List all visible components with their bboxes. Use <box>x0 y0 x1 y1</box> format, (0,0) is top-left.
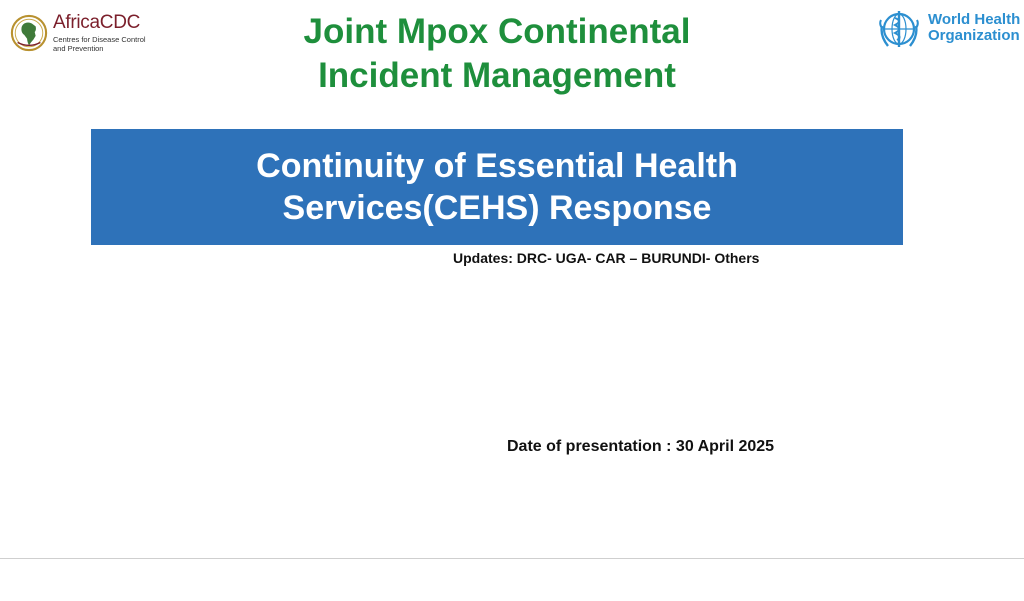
banner-title <box>197 145 797 229</box>
presentation-date <box>507 438 774 456</box>
slide-bottom-strip <box>0 558 1024 601</box>
cehs-banner <box>91 129 903 245</box>
date-label: Date of presentation : <box>507 438 672 455</box>
banner-title-line1: Continuity of Essential Health <box>256 147 738 185</box>
who-emblem-icon <box>876 6 922 52</box>
africa-cdc-subtitle-line1: Centres for Disease Control <box>53 35 146 44</box>
who-name-line1: World Health <box>928 11 1021 28</box>
africa-cdc-logo <box>10 12 160 56</box>
who-name-line2: Organization <box>928 27 1020 44</box>
africa-cdc-subtitle <box>53 35 163 53</box>
who-name <box>928 12 1020 44</box>
africa-cdc-emblem-icon <box>10 14 48 52</box>
updates-text: Updates: DRC- UGA- CAR – BURUNDI- Others <box>453 250 760 266</box>
date-value: 30 April 2025 <box>675 438 775 455</box>
page-title-line1: Joint Mpox Continental <box>303 12 691 51</box>
banner-title-line2: Services(CEHS) Response <box>282 189 712 227</box>
page-title-line2: Incident Management <box>318 56 676 95</box>
africa-cdc-name: AfricaCDC <box>53 12 141 33</box>
africa-cdc-subtitle-line2: and Prevention <box>53 44 104 53</box>
who-logo <box>876 6 1021 52</box>
page-title <box>200 10 794 98</box>
